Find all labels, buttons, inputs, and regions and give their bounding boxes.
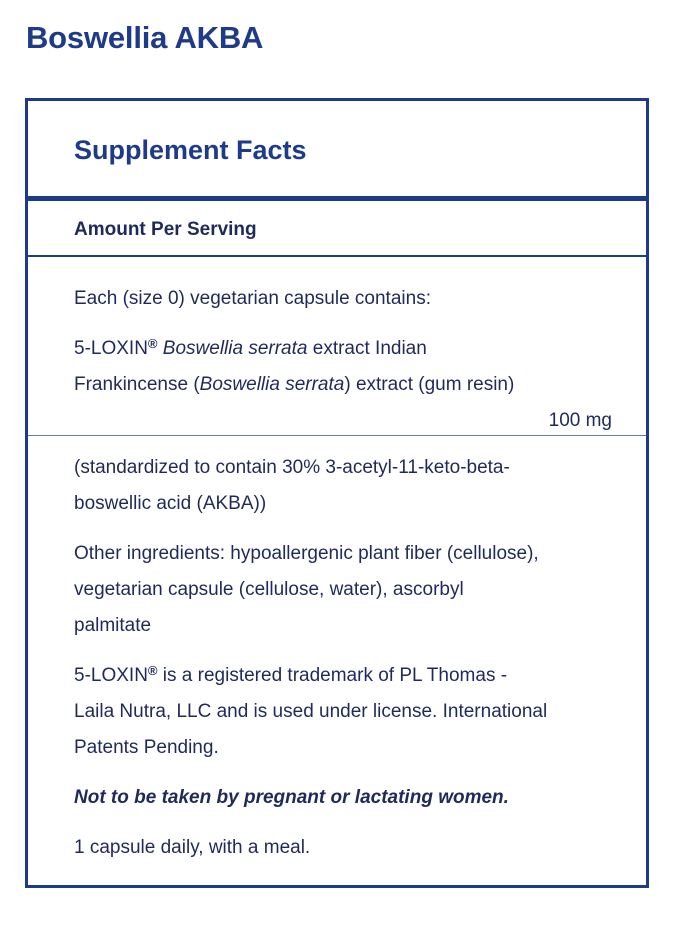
standardization-line-1: (standardized to contain 30% 3-acetyl-11-keto-beta- (74, 457, 510, 478)
amount-per-serving-label: Amount Per Serving (74, 219, 257, 240)
registered-mark: ® (147, 336, 158, 351)
ingredient-latin-name-2: Boswellia serrata (199, 374, 345, 395)
facts-heading: Supplement Facts (74, 135, 307, 165)
trademark-line-1 (74, 658, 616, 694)
ingredient-brand: 5-LOXIN (74, 338, 148, 359)
standardization-line-2: boswellic acid (AKBA)) (74, 493, 267, 514)
ingredient-desc-1: extract Indian (312, 338, 427, 359)
ingredient-desc-2a: Frankincense ( (74, 374, 200, 395)
trademark-note (74, 658, 616, 766)
trademark-brand: 5-LOXIN (74, 665, 148, 686)
standardization-note (74, 450, 616, 522)
serving-intro: Each (size 0) vegetarian capsule contains: (74, 288, 431, 309)
facts-header (28, 101, 646, 201)
ingredient-block (28, 257, 646, 436)
directions: 1 capsule daily, with a meal. (74, 837, 311, 858)
ingredient-line-1 (74, 331, 612, 367)
other-ingredients-line-3: palmitate (74, 615, 152, 636)
ingredient-desc-2b: ) extract (gum resin) (344, 374, 515, 395)
pregnancy-warning: Not to be taken by pregnant or lactating women. (74, 787, 509, 808)
ingredient-amount: 100 mg (548, 410, 612, 431)
notes-block (28, 436, 646, 866)
other-ingredients (74, 536, 616, 644)
trademark-line-3: Patents Pending. (74, 737, 219, 758)
other-ingredients-line-2: vegetarian capsule (cellulose, water), ascorbyl (74, 579, 464, 600)
trademark-line-2: Laila Nutra, LLC and is used under license. International (74, 701, 548, 722)
ingredient-latin-name: Boswellia serrata (162, 338, 308, 359)
other-ingredients-line-1: Other ingredients: hypoallergenic plant fiber (cellulose), (74, 543, 539, 564)
trademark-registered-mark: ® (147, 663, 158, 678)
page-title: Boswellia AKBA (26, 20, 264, 55)
amount-per-serving-row (28, 201, 646, 257)
supplement-facts-panel (25, 98, 649, 888)
ingredient-line-2 (74, 367, 612, 403)
trademark-text-1: is a registered trademark of PL Thomas - (162, 665, 508, 686)
